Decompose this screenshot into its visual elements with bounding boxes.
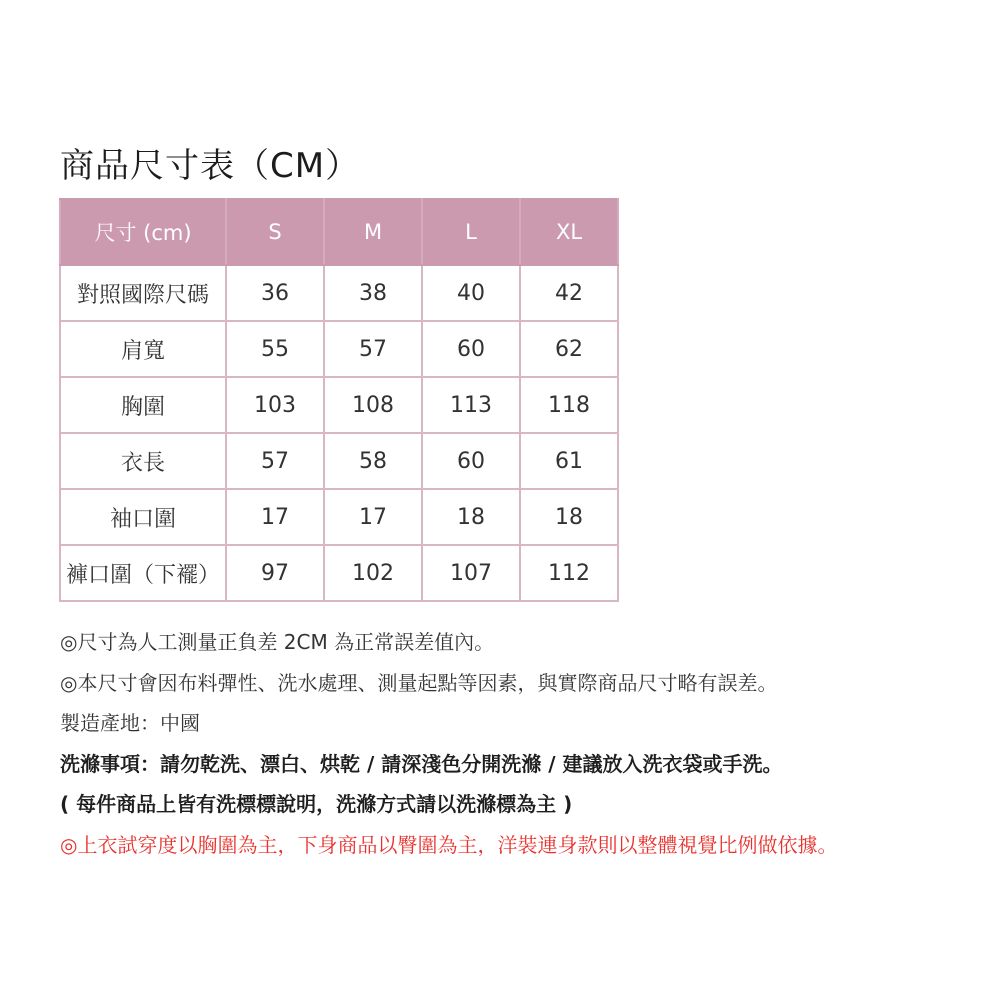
table-cell: 113 [422,377,520,433]
table-cell: 97 [226,545,324,601]
table-cell: 118 [520,377,618,433]
table-cell: 17 [324,489,422,545]
table-row [60,489,618,545]
table-cell: 38 [324,265,422,321]
page-title: 商品尺寸表（CM） [60,146,361,186]
notes-section [60,622,990,865]
table-cell: 40 [422,265,520,321]
header-size-xl: XL [520,199,618,265]
origin-note: 製造產地：中國 [60,711,200,735]
table-cell: 36 [226,265,324,321]
row-label: 衣長 [60,433,226,489]
row-label: 褲口圍（下襬） [60,545,226,601]
table-row [60,265,618,321]
table-cell: 108 [324,377,422,433]
table-row [60,545,618,601]
table-row [60,433,618,489]
table-cell: 107 [422,545,520,601]
washing-instructions: 洗滌事項：請勿乾洗、漂白、烘乾 / 請深淺色分開洗滌 / 建議放入洗衣袋或手洗。 [60,751,783,776]
table-cell: 60 [422,433,520,489]
table-cell: 57 [226,433,324,489]
table-cell: 57 [324,321,422,377]
table-cell: 102 [324,545,422,601]
table-cell: 61 [520,433,618,489]
table-cell: 60 [422,321,520,377]
table-cell: 55 [226,321,324,377]
washing-label-note: ( 每件商品上皆有洗標標說明，洗滌方式請以洗滌標為主 ) [60,792,573,816]
table-row [60,321,618,377]
table-row [60,377,618,433]
table-header-row [60,199,618,265]
header-size-m: M [324,199,422,265]
table-cell: 58 [324,433,422,489]
fit-guidance-note: ◎上衣試穿度以胸圍為主，下身商品以臀圍為主，洋裝連身款則以整體視覺比例做依據。 [60,832,838,857]
material-variance-note: ◎本尺寸會因布料彈性、洗水處理、測量起點等因素，與實際商品尺寸略有誤差。 [60,670,778,695]
table-cell: 18 [422,489,520,545]
header-size-s: S [226,199,324,265]
table-cell: 17 [226,489,324,545]
row-label: 胸圍 [60,377,226,433]
header-size-label: 尺寸 (cm) [60,199,226,265]
table-cell: 112 [520,545,618,601]
row-label: 對照國際尺碼 [60,265,226,321]
size-table [59,198,619,602]
measurement-tolerance-note: ◎尺寸為人工測量正負差 2CM 為正常誤差值內。 [60,630,495,654]
row-label: 袖口圍 [60,489,226,545]
header-size-l: L [422,199,520,265]
row-label: 肩寬 [60,321,226,377]
table-cell: 62 [520,321,618,377]
table-cell: 42 [520,265,618,321]
table-cell: 18 [520,489,618,545]
table-cell: 103 [226,377,324,433]
